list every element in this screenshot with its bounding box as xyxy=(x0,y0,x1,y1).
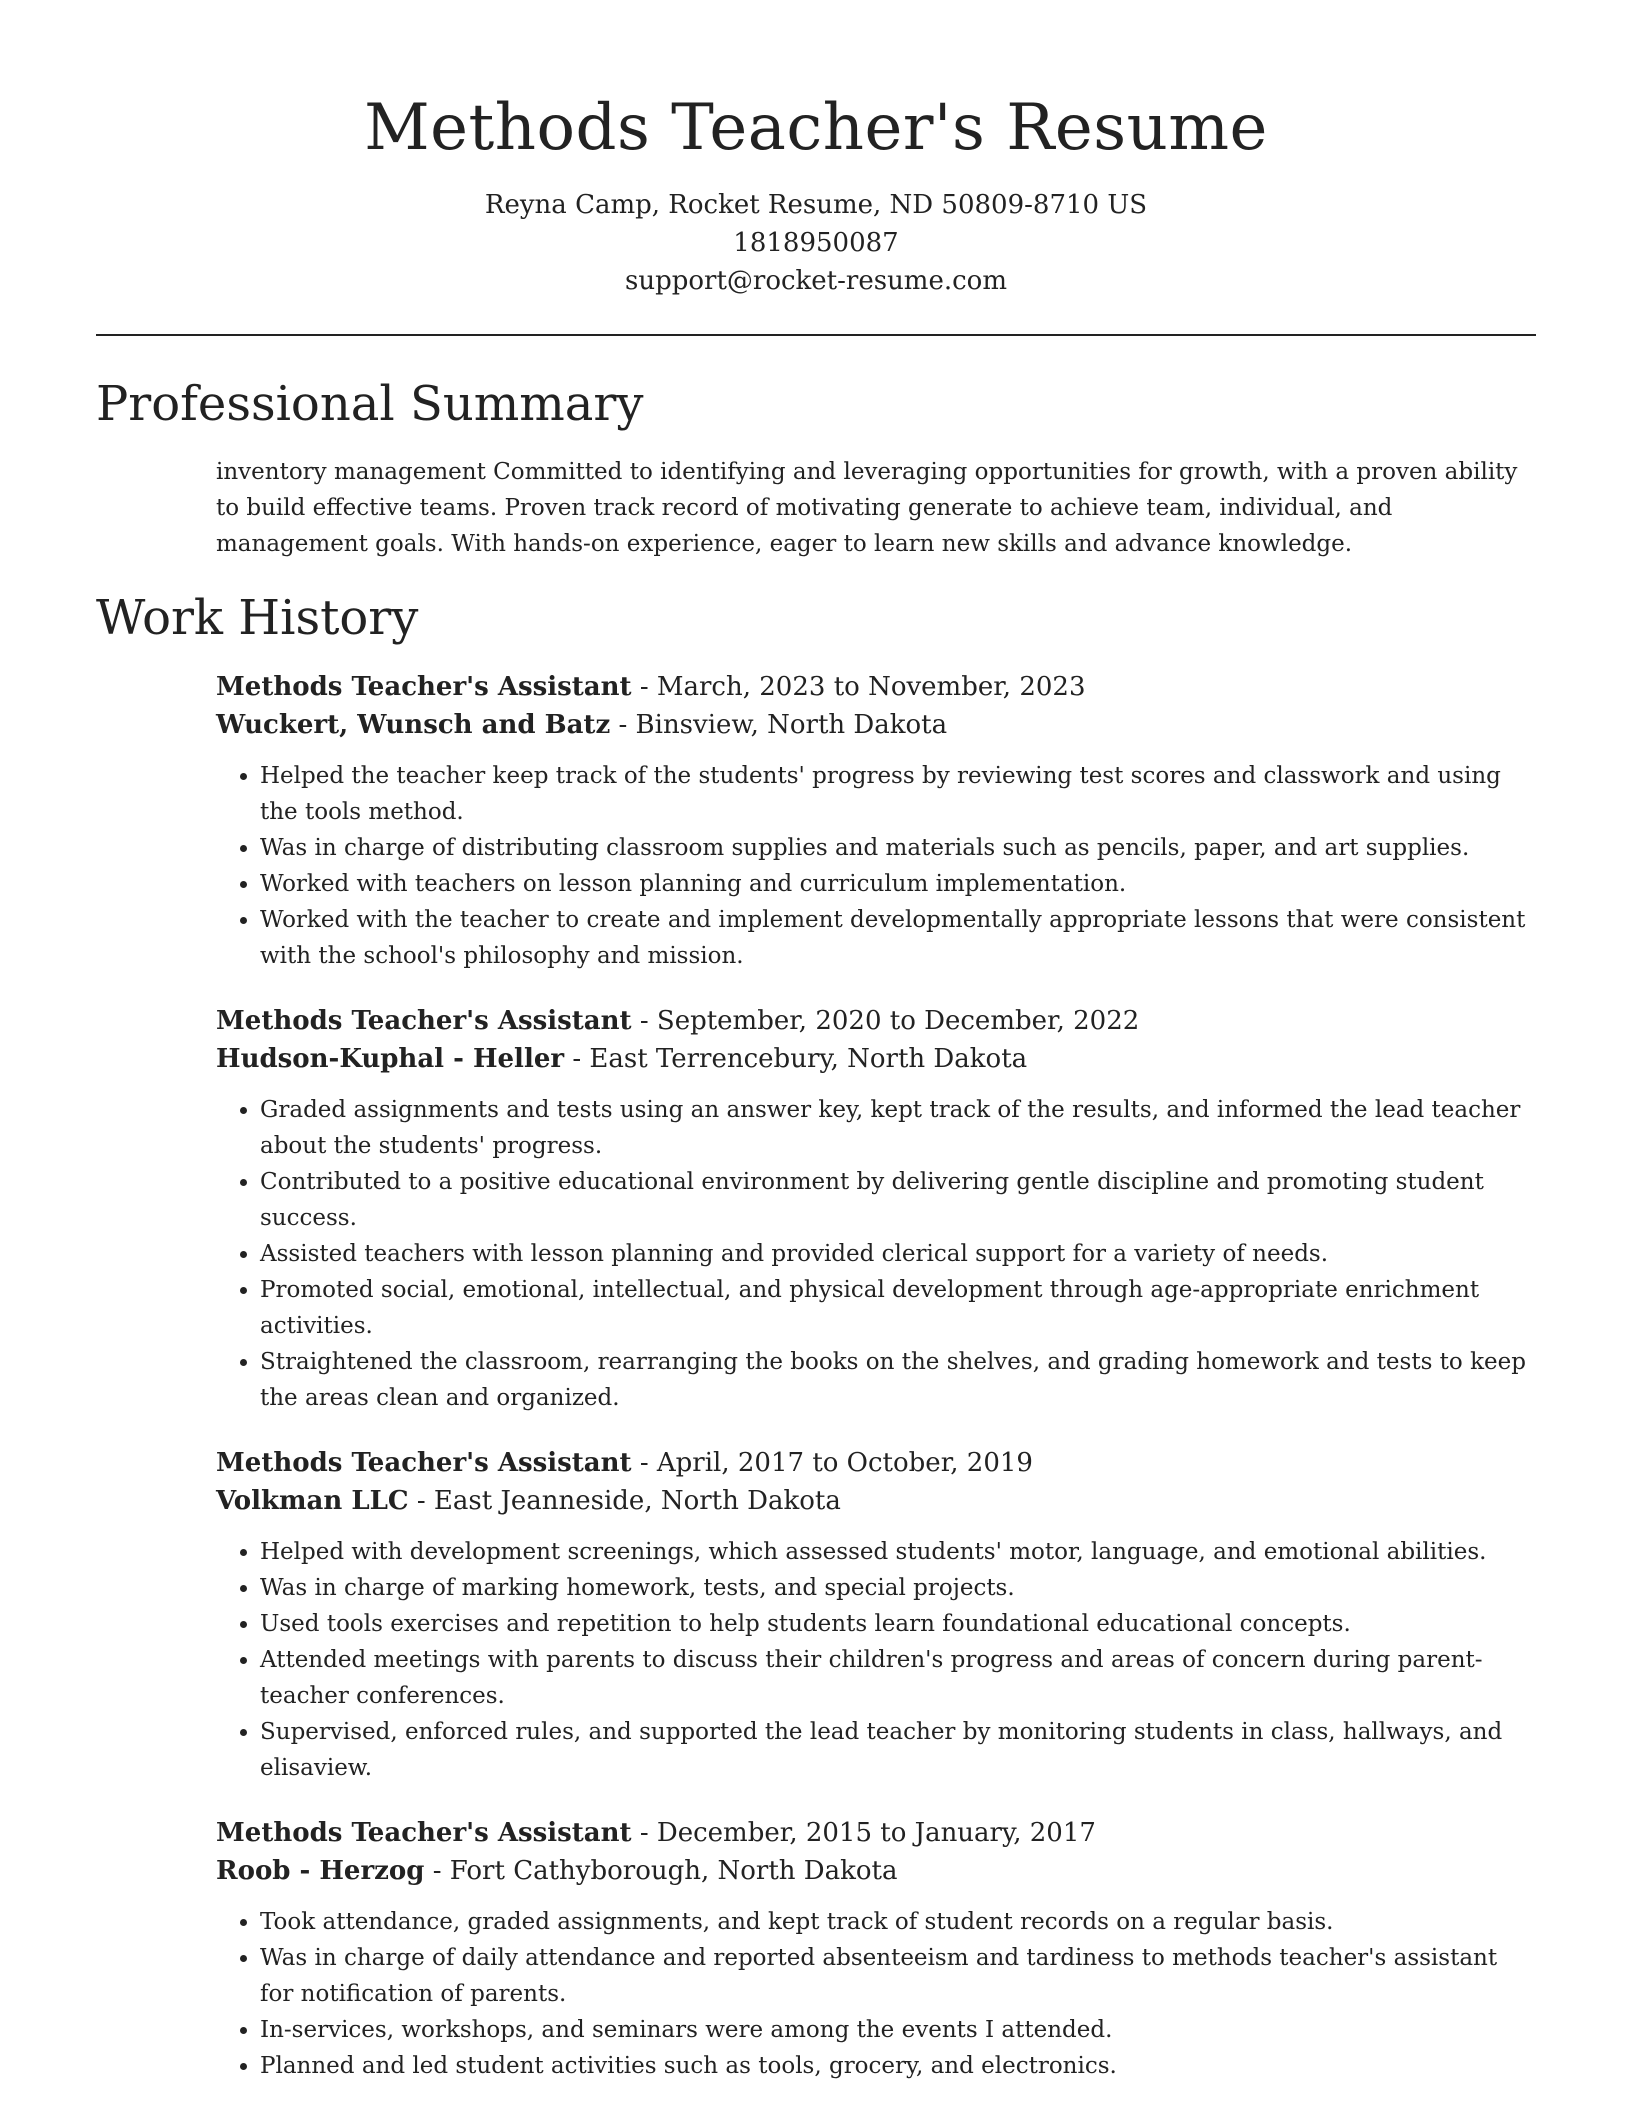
job-title: Methods Teacher's Assistant xyxy=(216,1006,632,1036)
summary-heading: Professional Summary xyxy=(96,376,644,432)
job-duty: • Worked with teachers on lesson planning and curriculum implementation. xyxy=(260,866,1536,902)
job-duty: • Helped with development screenings, which assessed students' motor, language, and emotional abilities. xyxy=(260,1534,1536,1570)
job-duty: • Assisted teachers with lesson planning and provided clerical support for a variety of needs. xyxy=(260,1236,1536,1272)
job-title: Methods Teacher's Assistant xyxy=(216,1818,632,1848)
job-duty: • Was in charge of daily attendance and reported absenteeism and tardiness to methods teacher's assistant for notification of parents. xyxy=(260,1940,1536,2012)
job-employer-line xyxy=(216,706,1536,744)
summary-body xyxy=(216,454,1536,562)
job-company: Hudson-Kuphal - Heller xyxy=(216,1044,565,1074)
job-dates: - March, 2023 to November, 2023 xyxy=(631,672,1086,702)
job-duty: • Helped the teacher keep track of the students' progress by reviewing test scores and classwork and using the tools method. xyxy=(260,758,1536,830)
job-employer-line xyxy=(216,1040,1536,1078)
job-location: - Fort Cathyborough, North Dakota xyxy=(424,1856,898,1886)
contact-address: Reyna Camp, Rocket Resume, ND 50809-8710 US xyxy=(484,190,1148,220)
contact-email: support@rocket-resume.com xyxy=(624,266,1007,296)
job-duty: • Graded assignments and tests using an answer key, kept track of the results, and informed the lead teacher about the students' progress. xyxy=(260,1092,1536,1164)
job-location: - East Terrencebury, North Dakota xyxy=(564,1044,1028,1074)
job-entry xyxy=(216,1444,1536,1786)
job-duty: • Promoted social, emotional, intellectual, and physical development through age-appropriate enrichment activities. xyxy=(260,1272,1536,1344)
job-duty: • Straightened the classroom, rearranging the books on the shelves, and grading homework and tests to keep the areas clean and organized. xyxy=(260,1344,1536,1416)
job-title-line xyxy=(216,1814,1536,1852)
job-employer-line xyxy=(216,1482,1536,1520)
job-entry xyxy=(216,668,1536,974)
summary-text: inventory management Committed to identifying and leveraging opportunities for growth, with a proven ability to build effective teams. Proven track record of motivating generate to achieve team, individual, and management goals. With hands-on experience, eager to learn new skills and advance knowledge. xyxy=(216,459,1518,557)
job-title-line xyxy=(216,1002,1536,1040)
resume-header xyxy=(96,0,1536,336)
job-duties-list xyxy=(216,758,1536,974)
contact-info xyxy=(96,186,1536,300)
page-title: Methods Teacher's Resume xyxy=(364,91,1268,165)
job-header xyxy=(216,1444,1536,1520)
job-header xyxy=(216,1814,1536,1890)
job-duty: • Was in charge of marking homework, tests, and special projects. xyxy=(260,1570,1536,1606)
job-duty: • Was in charge of distributing classroom supplies and materials such as pencils, paper, and art supplies. xyxy=(260,830,1536,866)
resume-page xyxy=(96,0,1536,2112)
job-header xyxy=(216,668,1536,744)
job-duty: • Took attendance, graded assignments, and kept track of student records on a regular basis. xyxy=(260,1904,1536,1940)
job-duty: • Contributed to a positive educational environment by delivering gentle discipline and promoting student success. xyxy=(260,1164,1536,1236)
job-dates: - September, 2020 to December, 2022 xyxy=(631,1006,1140,1036)
work-history-heading: Work History xyxy=(96,590,419,646)
job-duties-list xyxy=(216,1904,1536,2084)
job-dates: - December, 2015 to January, 2017 xyxy=(631,1818,1096,1848)
job-company: Volkman LLC xyxy=(216,1486,409,1516)
job-title: Methods Teacher's Assistant xyxy=(216,1448,632,1478)
work-history-section xyxy=(96,590,1536,2084)
job-duty: • Used tools exercises and repetition to help students learn foundational educational concepts. xyxy=(260,1606,1536,1642)
job-title-line xyxy=(216,1444,1536,1482)
job-location: - Binsview, North Dakota xyxy=(610,710,948,740)
job-header xyxy=(216,1002,1536,1078)
contact-phone: 1818950087 xyxy=(733,228,899,258)
job-duties-list xyxy=(216,1534,1536,1786)
job-duties-list xyxy=(216,1092,1536,1416)
job-entry xyxy=(216,1814,1536,2084)
header-divider xyxy=(96,334,1536,336)
job-employer-line xyxy=(216,1852,1536,1890)
job-entry xyxy=(216,1002,1536,1416)
work-history-body xyxy=(216,668,1536,2084)
job-location: - East Jeanneside, North Dakota xyxy=(408,1486,841,1516)
summary-section xyxy=(96,376,1536,562)
job-duty: • Attended meetings with parents to discuss their children's progress and areas of concern during parent-teacher conferences. xyxy=(260,1642,1536,1714)
job-company: Roob - Herzog xyxy=(216,1856,425,1886)
job-duty: • Supervised, enforced rules, and supported the lead teacher by monitoring students in class, hallways, and elisaview. xyxy=(260,1714,1536,1786)
job-duty: • In-services, workshops, and seminars were among the events I attended. xyxy=(260,2012,1536,2048)
job-duty: • Worked with the teacher to create and implement developmentally appropriate lessons that were consistent with the school's philosophy and mission. xyxy=(260,902,1536,974)
job-duty: • Planned and led student activities such as tools, grocery, and electronics. xyxy=(260,2048,1536,2084)
job-dates: - April, 2017 to October, 2019 xyxy=(631,1448,1033,1478)
job-title: Methods Teacher's Assistant xyxy=(216,672,632,702)
job-title-line xyxy=(216,668,1536,706)
job-company: Wuckert, Wunsch and Batz xyxy=(216,710,611,740)
